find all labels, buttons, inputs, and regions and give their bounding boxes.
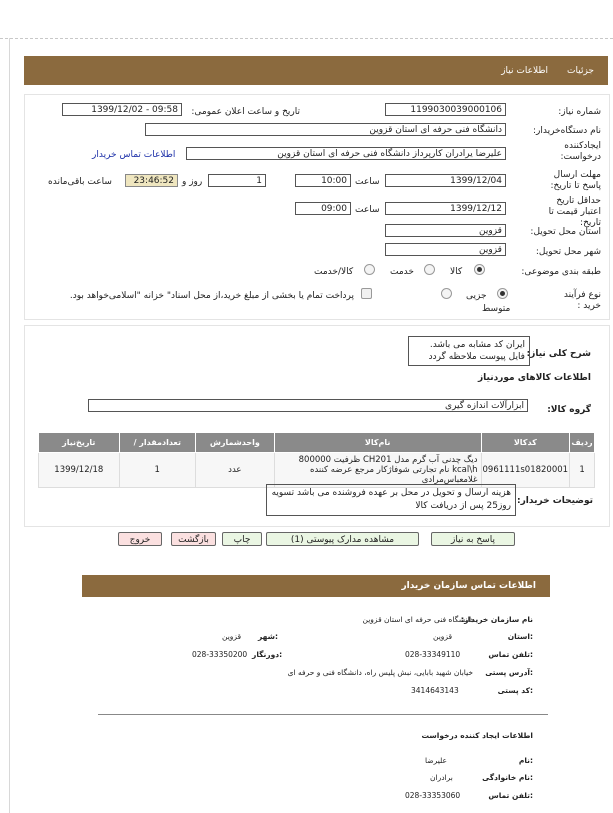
col-row: ردیف: [570, 433, 595, 453]
need-number-field: 1199030039000106: [385, 103, 506, 116]
contact-province: قزوین: [433, 632, 453, 641]
cell-qty: 1: [119, 453, 195, 488]
category-label: طبقه بندی موضوعی:: [521, 267, 601, 277]
creator-family: برادران: [430, 773, 453, 782]
creator-name-label: نام:: [518, 756, 533, 765]
creator-name: علیرضا: [425, 756, 448, 765]
province-label: استان محل تحویل:: [530, 227, 601, 237]
days-field: 1: [208, 174, 266, 187]
need-number-label: شماره نیاز:: [558, 107, 601, 117]
col-code: کدکالا: [481, 433, 570, 453]
goods-info-title: اطلاعات کالاهای موردنیاز: [477, 373, 591, 383]
col-qty: تعدادمقدار /: [119, 433, 195, 453]
contact-address-label: آدرس پستی:: [485, 668, 533, 677]
contact-city-label: شهر:: [258, 632, 278, 641]
treasury-payment-note: پرداخت تمام یا بخشی از مبلغ خرید،از محل اسناد" خزانه "اسلامی‌خواهد بود.: [69, 291, 354, 301]
treasury-payment-checkbox[interactable]: [361, 288, 372, 299]
cell-unit: عدد: [195, 453, 274, 488]
contact-phone: 028-33349110: [405, 650, 461, 659]
contact-city: قزوین: [222, 632, 242, 641]
category-goods-radio[interactable]: [474, 264, 485, 275]
details-header: [24, 56, 608, 85]
back-button[interactable]: بازگشت: [171, 532, 216, 546]
remaining-time-field: 23:46:52: [125, 174, 178, 187]
remaining-label: ساعت باقی‌مانده: [48, 177, 112, 187]
header-details-tab[interactable]: جزئیات: [567, 66, 594, 76]
buyer-org-field: دانشگاه فنی حرفه ای استان قزوین: [145, 123, 506, 136]
goods-table-header: [39, 433, 595, 453]
validity-date-field: 1399/12/12: [385, 202, 506, 215]
reply-time-field: 10:00: [295, 174, 351, 187]
group-label: گروه کالا:: [547, 405, 591, 415]
city-field: قزوین: [385, 243, 506, 256]
process-minor-label: جزیی: [466, 291, 487, 301]
view-attachments-button[interactable]: مشاهده مدارک پیوستی (1): [266, 532, 419, 546]
buyer-org-label: نام دستگاه‌خریدار:: [532, 126, 601, 136]
contact-phone-label: تلفن تماس:: [488, 650, 533, 659]
creator-family-label: نام خانوادگی:: [482, 773, 533, 782]
left-border: [9, 38, 10, 813]
process-medium-radio[interactable]: [441, 288, 452, 299]
cell-row: 1: [570, 453, 595, 488]
cell-date: 1399/12/18: [39, 453, 120, 488]
category-goods-label: کالا: [450, 267, 463, 277]
goods-table: [38, 432, 595, 488]
announce-label: تاریخ و ساعت اعلان عمومی:: [191, 107, 300, 117]
cell-name: دیگ چدنی آب گرم مدل CH201 ظرفیت 800000 kcal\h نام تجارتی شوفاژکار مرجع عرضه کننده غلامعباس‌مرادی: [274, 453, 481, 488]
description-text: ایران کد مشابه می باشد. فایل پیوست ملاحظه گردد: [408, 336, 530, 366]
header-need-info-tab[interactable]: اطلاعات نیاز: [501, 66, 548, 76]
col-unit: واحدشمارش: [195, 433, 274, 453]
city-label: شهر محل تحویل:: [535, 247, 601, 257]
validity-label: حداقل تاریخ اعتبار قیمت تا تاریخ:: [548, 196, 601, 228]
reply-deadline-label: مهلت ارسال پاسخ تا تاریخ:: [550, 170, 601, 191]
province-field: قزوین: [385, 224, 506, 237]
validity-time-label: ساعت: [355, 205, 380, 215]
exit-button[interactable]: خروج: [118, 532, 162, 546]
category-goods-service-label: کالا/خدمت: [314, 267, 354, 277]
creator-field: علیرضا یرادران کارپرداز دانشگاه فنی حرفه ای استان قزوین: [186, 147, 506, 160]
creator-info-title: اطلاعات ایجاد کننده درخواست: [421, 731, 533, 740]
contact-postal-label: کد پستی:: [497, 686, 533, 695]
process-medium-label: متوسط: [482, 304, 511, 314]
contact-fax-label: دورنگار:: [252, 650, 283, 659]
days-label: روز و: [182, 177, 203, 187]
reply-date-field: 1399/12/04: [385, 174, 506, 187]
contact-org-label: نام سازمان خریدار:: [461, 615, 533, 624]
table-row: [39, 453, 595, 488]
reply-button[interactable]: پاسخ به نیاز: [431, 532, 515, 546]
col-date: تاریخ‌نیاز: [39, 433, 120, 453]
buyer-notes-text: هزینه ارسال و تحویل در محل بر عهده فروشنده می باشد تسویه روز25 پس از دریافت کالا: [266, 484, 516, 516]
validity-time-field: 09:00: [295, 202, 351, 215]
reply-time-label: ساعت: [355, 177, 380, 187]
description-label: شرح کلی نیاز:: [526, 349, 591, 359]
contact-divider: [98, 714, 548, 715]
category-service-radio[interactable]: [424, 264, 435, 275]
contact-fax: 028-33350200: [192, 650, 248, 659]
contact-province-label: استان:: [507, 632, 533, 641]
process-minor-radio[interactable]: [497, 288, 508, 299]
contact-title: اطلاعات تماس سازمان خریدار: [401, 581, 536, 591]
group-field: ابزارآلات اندازه گیری: [88, 399, 528, 412]
contact-header: [82, 575, 550, 597]
buyer-contact-link[interactable]: اطلاعات تماس خریدار: [92, 150, 176, 160]
cell-code: 0961111s01820001: [481, 453, 570, 488]
print-button[interactable]: چاپ: [222, 532, 262, 546]
creator-label: ایجادکننده درخواست:: [560, 141, 601, 162]
category-service-label: خدمت: [390, 267, 414, 277]
process-label: نوع فرآیند خرید :: [563, 290, 601, 311]
contact-address: خیابان شهید بابایی، نبش پلیس راه، دانشگاه فنی و حرفه ای: [287, 668, 473, 677]
contact-postal: 3414643143: [411, 686, 459, 695]
announce-field: 1399/12/02 - 09:58: [62, 103, 182, 116]
col-name: نام‌کالا: [274, 433, 481, 453]
category-goods-service-radio[interactable]: [364, 264, 375, 275]
creator-phone-label: تلفن تماس:: [488, 791, 533, 800]
top-dashed-divider: [0, 38, 613, 39]
buyer-notes-label: توضیحات خریدار:: [517, 496, 593, 506]
contact-org: دانشگاه فنی حرفه ای استان قزوین: [362, 615, 473, 624]
creator-phone: 028-33353060: [405, 791, 461, 800]
